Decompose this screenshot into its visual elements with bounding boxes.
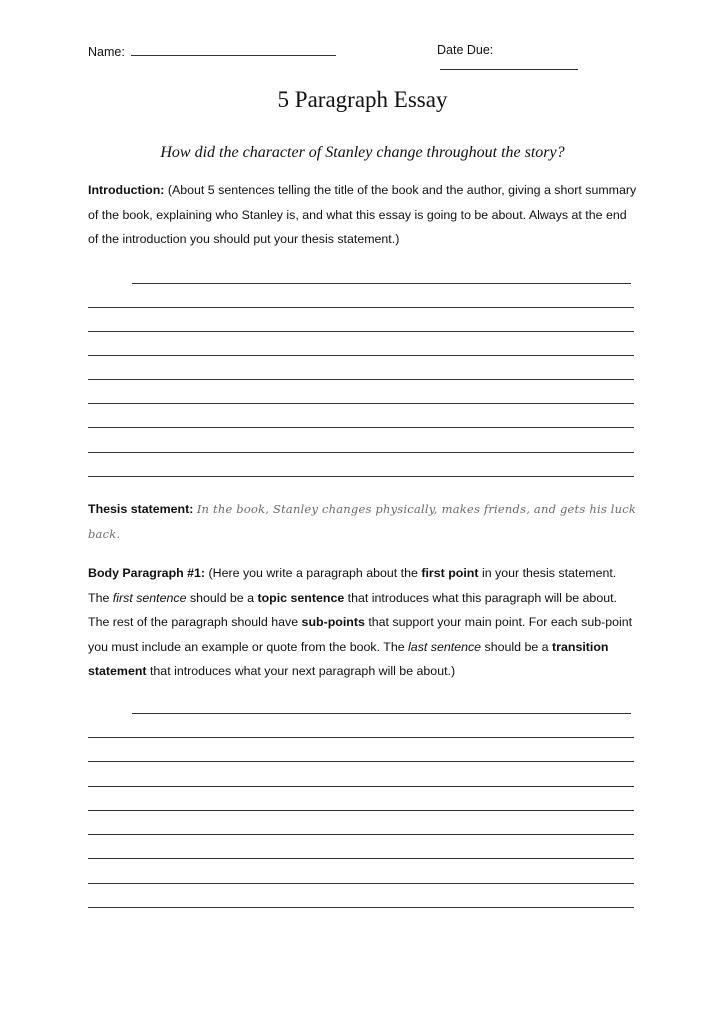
writing-line[interactable] xyxy=(88,810,634,811)
writing-line[interactable] xyxy=(88,883,634,884)
writing-line[interactable] xyxy=(132,713,631,714)
writing-line[interactable] xyxy=(88,858,634,859)
page-title: 5 Paragraph Essay xyxy=(277,87,448,112)
bp1-text-4: that introduces what this paragraph will be about. The rest of the paragraph should have xyxy=(88,590,617,629)
bp1-text-2: in your thesis statement. The xyxy=(88,566,617,605)
writing-line[interactable] xyxy=(88,331,634,332)
writing-line[interactable] xyxy=(88,307,634,308)
writing-line[interactable] xyxy=(132,283,631,284)
bp1-text-7: that introduces what your next paragraph will be about.) xyxy=(146,664,456,678)
writing-line[interactable] xyxy=(88,834,634,835)
writing-line[interactable] xyxy=(88,427,634,428)
body-paragraph-1-label: Body Paragraph #1: xyxy=(88,566,206,580)
name-field xyxy=(88,43,336,59)
thesis-label: Thesis statement: xyxy=(88,502,194,516)
name-blank[interactable] xyxy=(131,43,336,56)
date-due-field xyxy=(437,43,635,73)
thesis-answer: In the book, Stanley changes physically, makes friends, and gets his luck back. xyxy=(88,502,637,541)
introduction-instructions xyxy=(88,178,640,252)
writing-line[interactable] xyxy=(88,379,634,380)
writing-line[interactable] xyxy=(88,761,634,762)
bp1-first-point: first point xyxy=(421,566,479,580)
writing-line[interactable] xyxy=(88,403,634,404)
bp1-text-1: (Here you write a paragraph about the xyxy=(208,566,422,580)
writing-line[interactable] xyxy=(88,452,634,453)
date-due-label: Date Due: xyxy=(437,43,494,57)
date-due-blank[interactable] xyxy=(440,57,578,70)
writing-line[interactable] xyxy=(88,476,634,477)
writing-line[interactable] xyxy=(88,737,634,738)
name-label: Name: xyxy=(88,45,125,59)
writing-line[interactable] xyxy=(88,355,634,356)
essay-question: How did the character of Stanley change throughout the story? xyxy=(160,144,565,161)
writing-line[interactable] xyxy=(88,786,634,787)
bp1-first-sentence: first sentence xyxy=(112,590,187,605)
bp1-transition-statement: transition statement xyxy=(88,639,609,678)
bp1-text-5: that support your main point. For each sub-point you must include an example or quote from the book. The xyxy=(88,615,633,654)
introduction-text: (About 5 sentences telling the title of the book and the author, giving a short summary of the book, explaining who Stanley is, and what this essay is going to be about. Always at the end of the introduction you should put your thesis statement.) xyxy=(88,183,637,246)
bp1-sub-points: sub-points xyxy=(301,615,365,629)
header xyxy=(88,43,635,61)
bp1-text-3: should be a xyxy=(186,590,258,605)
bp1-last-sentence: last sentence xyxy=(408,639,482,654)
introduction-label: Introduction: xyxy=(88,183,165,197)
writing-line[interactable] xyxy=(88,907,634,908)
body-paragraph-1-instructions xyxy=(88,561,640,684)
bp1-text-6: should be a xyxy=(481,639,553,654)
bp1-topic-sentence: topic sentence xyxy=(257,590,345,605)
thesis-statement xyxy=(88,497,640,546)
